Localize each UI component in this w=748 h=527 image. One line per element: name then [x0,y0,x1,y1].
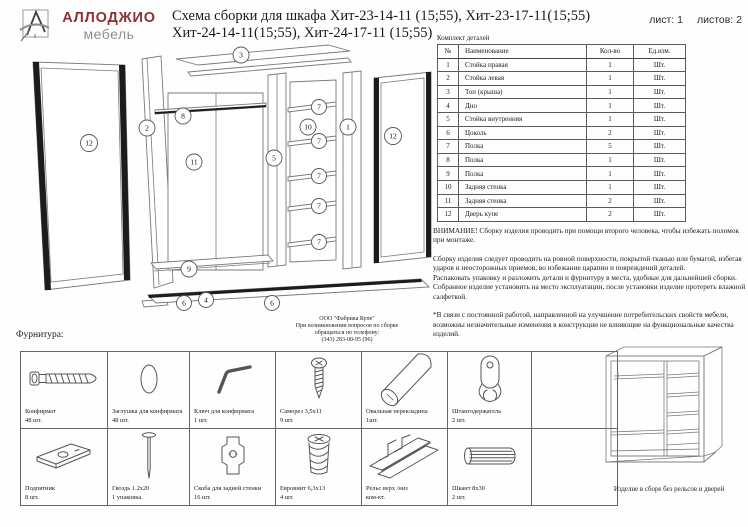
part-name: Дверь купе [459,208,587,222]
svg-text:9: 9 [187,264,191,274]
part-qty: 1 [587,153,634,167]
part-name: Задняя стенка [459,194,587,208]
note-unpack: Распаковать упаковку и разложить детали и фурнитуру в места, удобные для дальнейшей сборки. [433,272,737,282]
table-row [438,72,686,86]
table-row [438,112,686,126]
table-row [438,180,686,194]
callout-right-door [385,128,402,145]
col-number: № [438,45,459,59]
part-no: 3 [438,85,459,99]
factory-name: ООО "Фабрика Купе" [319,316,375,322]
hardware-name: Гвоздь 1.2х20 [112,485,150,493]
hardware-name: Евровинт 6,3х13 [280,485,326,493]
internal-stand-part [268,73,286,267]
part-qty: 2 [587,126,634,140]
factory-phone: (343) 283-00-95 (96) [321,337,373,344]
part-unit: Шт. [634,208,686,222]
svg-text:10: 10 [304,122,312,132]
hardware-item-euroscrew [276,429,362,506]
part-no: 6 [438,126,459,140]
factory-contact-note [267,316,427,344]
hardware-name: Шкант 8х30 [452,485,485,493]
title-line-2: Хит-24-14-11(15;55), Хит-24-17-11 (15;55) [172,25,433,42]
col-qty: Кол-во [587,45,634,59]
svg-text:12: 12 [85,138,93,148]
hardware-item-dowel [448,429,532,506]
col-name: Наименование [459,45,587,59]
hardware-qty: 9 шт. [280,416,294,424]
part-name: Задняя стенка [459,180,587,194]
table-row [438,99,686,113]
callout-bottom-panel [199,293,214,308]
part-name: Стойка внутренняя [459,112,587,126]
table-row [438,85,686,99]
callout-shelf-9 [181,261,197,277]
hardware-qty: 2 шт. [452,493,466,501]
oval-rod-icon [362,356,447,402]
assembly-notes [433,226,747,348]
part-unit: Шт. [634,85,686,99]
hardware-heading: Фурнитура: [16,330,64,340]
part-unit: Шт. [634,194,686,208]
title-line-1: Схема сборки для шкафа Хит-23-14-11 (15;55), Хит-23-17-11(15;55) [172,8,591,24]
part-name: Топ (крыша) [459,85,587,99]
svg-text:12: 12 [389,131,397,141]
svg-text:6: 6 [270,298,274,308]
callout-narrow-back-wall [300,119,316,135]
part-qty: 5 [587,140,634,154]
sheets-total: листов: 2 [696,14,742,26]
part-unit: Шт. [634,58,686,72]
euro-screw-icon [276,433,361,479]
svg-text:1: 1 [346,122,350,132]
part-no: 10 [438,180,459,194]
hardware-qty: 8 шт. [25,493,39,501]
self-tapping-screw-icon [276,356,361,402]
svg-text:5: 5 [272,153,276,163]
hardware-qty: 16 шт. [194,493,211,501]
callout-top-panel [233,47,249,63]
factory-note-line: обращаться по телефону: [314,330,380,337]
hardware-name: Заглушка для конфирмата [112,408,183,416]
part-name: Полка [459,140,587,154]
hardware-name: Овальная перекладина [366,408,428,416]
left-door-part [33,62,130,290]
hex-key-icon [190,356,275,402]
part-name: Цоколь [459,126,587,140]
rail-profile-icon [362,433,447,479]
parts-table-header [438,45,686,59]
table-row [438,194,686,208]
brand-subtitle: мебель [83,26,135,42]
table-row [438,58,686,72]
callout-plinth-left [177,296,192,311]
callout-shelf-7a [312,100,327,115]
note-install: Собранное изделие установить на место эксплуатации, после установки изделие протереть влажной салфеткой. [433,282,746,301]
part-unit: Шт. [634,72,686,86]
part-unit: Шт. [634,126,686,140]
parts-table [437,44,686,222]
hardware-grid [20,351,618,506]
part-name: Стойка левая [459,72,587,86]
note-surface: Сборку изделия следует проводить на ровной поверхности, покрытой тканью или бумагой, избегая ударов и неосторожных приемов, во избежание царапин и повреждений деталей. [433,253,742,273]
table-row [438,153,686,167]
hardware-item-key [190,352,276,429]
svg-text:7: 7 [317,102,321,112]
callout-left-stand [139,120,155,136]
hardware-name: Штангодержатель [452,408,502,416]
nail-icon [108,433,189,479]
hardware-name: Конфирмат [25,408,56,416]
part-unit: Шт. [634,140,686,154]
col-unit: Ед.изм. [634,45,686,59]
callout-plinth-right [265,296,280,311]
hardware-name: Саморез 3,5х11 [280,408,322,416]
hardware-name: Рельс верх /низ [366,485,408,493]
table-row [438,126,686,140]
part-name: Полка [459,167,587,181]
part-no: 8 [438,153,459,167]
part-qty: 1 [587,167,634,181]
callout-shelf-7e [312,235,327,250]
foot-plate-icon [21,433,107,479]
sheet-info [612,14,742,26]
brand-block [56,10,162,42]
factory-note-line: При возникновении вопросов по сборке [295,323,399,330]
note-disclaimer: *В связи с постоянной работой, направленной на улучшение потребительских свойств мебели, возможны незначительные изменения в конструкции не влияющие на функциональные качества изделий. [433,310,734,339]
part-qty: 1 [587,58,634,72]
brand-logo-icon [18,7,52,43]
warning-text: ВНИМАНИЕ! Сборку изделия проводить при помощи второго человека, чтобы избежать поломок при монтаже. [433,226,740,245]
part-unit: Шт. [634,180,686,194]
callout-back-wall [186,154,202,170]
part-no: 11 [438,194,459,208]
part-no: 12 [438,208,459,222]
right-stand-part [343,71,361,269]
svg-text:7: 7 [317,201,321,211]
part-no: 2 [438,72,459,86]
hardware-item-crossbar [362,352,448,429]
part-unit: Шт. [634,99,686,113]
svg-text:4: 4 [204,295,208,305]
part-qty: 1 [587,72,634,86]
part-no: 5 [438,112,459,126]
oval-cap-icon [108,356,189,402]
hardware-item-bracket [190,429,276,506]
part-qty: 1 [587,99,634,113]
right-door-part [374,72,431,263]
part-qty: 2 [587,194,634,208]
hardware-item-footplate [21,429,108,506]
hardware-name: Скоба для задней стенки [194,485,262,493]
part-qty: 1 [587,112,634,126]
part-name: Дно [459,99,587,113]
svg-text:8: 8 [181,111,185,121]
svg-text:7: 7 [317,136,321,146]
part-name: Стойка правая [459,58,587,72]
hardware-qty: 48 шт. [25,416,42,424]
back-panel-bracket-icon [190,433,275,479]
part-unit: Шт. [634,153,686,167]
part-qty: 1 [587,180,634,194]
svg-text:3: 3 [239,50,243,60]
rod-holder-icon [448,356,531,402]
hardware-qty: 2 шт. [452,416,466,424]
part-no: 9 [438,167,459,181]
part-name: Полка [459,153,587,167]
hardware-qty: 4 шт. [280,493,294,501]
callout-internal-stand [266,150,282,166]
exploded-assembly-diagram [18,42,438,338]
svg-text:7: 7 [317,237,321,247]
sheet-number: лист: 1 [649,14,683,26]
part-qty: 1 [587,85,634,99]
part-no: 4 [438,99,459,113]
svg-text:2: 2 [145,123,149,133]
hardware-item-rod-holder [448,352,532,429]
hardware-item-samorez [276,352,362,429]
hardware-qty: 1 упаковка. [112,493,143,501]
hardware-item-confirmat [21,352,108,429]
part-unit: Шт. [634,112,686,126]
part-no: 7 [438,140,459,154]
callout-shelf-7d [312,199,327,214]
callout-left-door [81,135,98,152]
parts-table-caption: Комплект деталей [437,35,490,42]
part-no: 1 [438,58,459,72]
assembled-view-caption: Изделие в сборе без рельсов и дверей [613,486,725,493]
hardware-qty: 1 шт. [194,416,208,424]
hardware-qty: 1шт. [366,416,379,424]
part-unit: Шт. [634,167,686,181]
hardware-name: Подпятник [25,485,55,493]
hardware-item-nail [108,429,190,506]
dowel-icon [448,433,531,479]
hardware-qty: 48 шт. [112,416,129,424]
callout-shelf-8 [175,108,191,124]
callout-right-stand [340,119,356,135]
hardware-item-rail [362,429,448,506]
hardware-qty: ком-кт. [366,493,385,501]
hardware-item-cap [108,352,190,429]
hardware-name: Ключ для конфирмата [194,408,255,416]
svg-text:6: 6 [182,298,186,308]
confirmat-screw-icon [21,356,107,402]
table-row [438,140,686,154]
brand-name: АЛЛОДЖИО [62,10,156,26]
part-qty: 2 [587,208,634,222]
callout-shelf-7b [312,134,327,149]
assembled-wardrobe-drawing [594,344,744,484]
table-row [438,208,686,222]
svg-text:7: 7 [317,171,321,181]
page-title [172,8,642,43]
table-row [438,167,686,181]
callout-shelf-7c [312,169,327,184]
svg-text:11: 11 [190,157,198,167]
